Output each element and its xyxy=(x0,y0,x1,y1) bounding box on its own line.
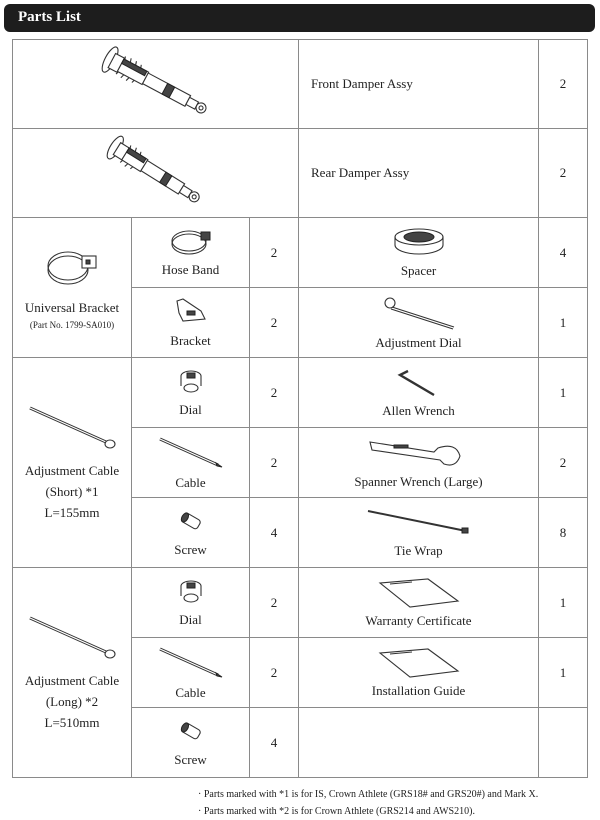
bracket-icon xyxy=(171,297,211,325)
screw-long-cell xyxy=(132,708,250,778)
dial-long-qty: 2 xyxy=(250,568,299,638)
table-row xyxy=(13,218,588,288)
footnote-2: · Parts marked with *2 is for Crown Athlete (GRS214 and AWS210). xyxy=(198,806,475,817)
cable-long-qty: 2 xyxy=(250,638,299,708)
dial-icon xyxy=(176,578,206,608)
parts-table xyxy=(12,39,588,778)
warranty-label: Warranty Certificate xyxy=(365,612,472,628)
cable-icon xyxy=(156,645,226,681)
document-icon xyxy=(376,647,462,679)
spacer-qty: 4 xyxy=(539,218,588,288)
allen-wrench-qty: 1 xyxy=(539,358,588,428)
dial-icon xyxy=(176,368,206,398)
universal-bracket-part-no: (Part No. 1799-SA010) xyxy=(29,319,115,330)
allen-wrench-label: Allen Wrench xyxy=(382,402,455,418)
allen-wrench-icon xyxy=(394,367,444,399)
adjustment-cable-long-label-3: L=510mm xyxy=(44,715,100,730)
screw-icon xyxy=(176,508,206,534)
table-row xyxy=(13,129,588,218)
allen-wrench-cell xyxy=(299,358,539,428)
empty-cell xyxy=(299,708,539,778)
cable-short-label: Cable xyxy=(175,474,206,490)
screw-short-label: Screw xyxy=(174,541,207,557)
adjustment-cable-long-label-1: Adjustment Cable xyxy=(24,673,120,688)
rear-damper-label: Rear Damper Assy xyxy=(299,129,539,218)
warranty-cell xyxy=(299,568,539,638)
front-damper-icon xyxy=(86,44,226,124)
screw-short-cell xyxy=(132,498,250,568)
cable-icon xyxy=(156,435,226,471)
hose-band-icon xyxy=(169,228,213,258)
universal-bracket-cell xyxy=(13,218,132,358)
adjustment-cable-short-label-2: (Short) *1 xyxy=(45,484,99,499)
screw-icon xyxy=(176,718,206,744)
warranty-qty: 1 xyxy=(539,568,588,638)
universal-bracket-icon xyxy=(42,246,102,290)
dial-short-qty: 2 xyxy=(250,358,299,428)
tie-wrap-cell xyxy=(299,498,539,568)
table-row xyxy=(13,568,588,638)
tie-wrap-icon xyxy=(364,507,474,537)
hose-band-label: Hose Band xyxy=(161,261,220,277)
dial-short-label: Dial xyxy=(179,401,202,417)
spanner-wrench-qty: 2 xyxy=(539,428,588,498)
adjustment-cable-short-label-3: L=155mm xyxy=(44,505,100,520)
front-damper-label: Front Damper Assy xyxy=(299,40,539,129)
adjustment-cable-short-label-1: Adjustment Cable xyxy=(24,463,120,478)
title-bar xyxy=(4,4,595,32)
spacer-icon xyxy=(391,227,447,257)
universal-bracket-label: Universal Bracket xyxy=(24,299,120,315)
cable-long-cell xyxy=(132,638,250,708)
tie-wrap-label: Tie Wrap xyxy=(394,542,443,558)
spacer-cell xyxy=(299,218,539,288)
table-row xyxy=(13,40,588,129)
footnote-1: · Parts marked with *1 is for IS, Crown Athlete (GRS18# and GRS20#) and Mark X. xyxy=(198,789,539,800)
adjustment-dial-cell xyxy=(299,288,539,358)
front-damper-qty: 2 xyxy=(539,40,588,129)
install-guide-label: Installation Guide xyxy=(371,682,466,698)
spacer-label: Spacer xyxy=(400,262,437,278)
adjustment-dial-label: Adjustment Dial xyxy=(375,334,462,350)
tie-wrap-qty: 8 xyxy=(539,498,588,568)
hose-band-qty: 2 xyxy=(250,218,299,288)
adjustment-cable-long-label-2: (Long) *2 xyxy=(45,694,99,709)
page-title: Parts List xyxy=(18,9,81,25)
install-guide-cell xyxy=(299,638,539,708)
bracket-cell xyxy=(132,288,250,358)
adjustment-dial-qty: 1 xyxy=(539,288,588,358)
screw-long-label: Screw xyxy=(174,751,207,767)
document-icon xyxy=(376,577,462,609)
bracket-qty: 2 xyxy=(250,288,299,358)
dial-long-label: Dial xyxy=(179,611,202,627)
rear-damper-icon xyxy=(86,133,226,213)
bracket-label: Bracket xyxy=(170,332,211,348)
spanner-wrench-icon xyxy=(364,436,474,470)
dial-long-cell xyxy=(132,568,250,638)
table-row xyxy=(13,358,588,428)
cable-long-label: Cable xyxy=(175,684,206,700)
adjustment-dial-icon xyxy=(374,295,464,331)
adjustment-cable-long-cell xyxy=(13,568,132,778)
cable-short-qty: 2 xyxy=(250,428,299,498)
spanner-wrench-cell xyxy=(299,428,539,498)
rear-damper-qty: 2 xyxy=(539,129,588,218)
footnotes xyxy=(198,786,538,820)
dial-short-cell xyxy=(132,358,250,428)
screw-long-qty: 4 xyxy=(250,708,299,778)
cable-icon xyxy=(22,402,122,452)
rear-damper-image-cell xyxy=(13,129,299,218)
empty-cell xyxy=(539,708,588,778)
hose-band-cell xyxy=(132,218,250,288)
spanner-wrench-label: Spanner Wrench (Large) xyxy=(354,473,483,489)
adjustment-cable-short-cell xyxy=(13,358,132,568)
front-damper-image-cell xyxy=(13,40,299,129)
install-guide-qty: 1 xyxy=(539,638,588,708)
screw-short-qty: 4 xyxy=(250,498,299,568)
cable-short-cell xyxy=(132,428,250,498)
cable-icon xyxy=(22,612,122,662)
